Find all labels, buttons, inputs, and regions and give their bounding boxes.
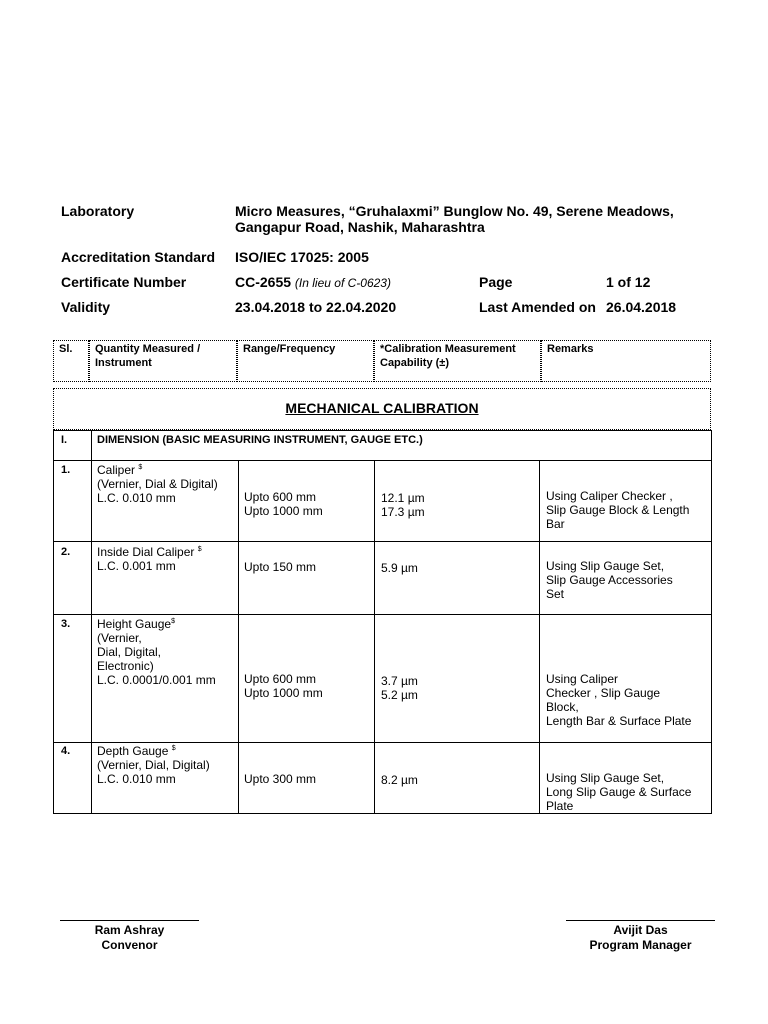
- column-divider: [238, 615, 239, 742]
- category-number: I.: [61, 434, 68, 446]
- range-value: Upto 600 mm: [244, 490, 317, 504]
- column-divider: [238, 461, 239, 541]
- row-number: 1.: [61, 464, 71, 476]
- remarks-line: Slip Gauge Block & Length: [546, 503, 690, 517]
- instrument-name: [97, 744, 176, 758]
- signature-right: [566, 923, 715, 953]
- remarks-line: Plate: [546, 799, 574, 813]
- header-cmc-line2: Capability (±): [380, 357, 449, 369]
- certificate-number: CC-2655: [235, 274, 292, 290]
- lab-label: Laboratory: [61, 203, 135, 219]
- accreditation-standard-value: ISO/IEC 17025: 2005: [235, 249, 369, 265]
- cmc-value: 5.2 µm: [381, 688, 418, 702]
- remarks-line: Using Caliper Checker ,: [546, 489, 673, 503]
- remarks-line: Using Caliper: [546, 672, 619, 686]
- remarks-line: Checker , Slip Gauge: [546, 686, 661, 700]
- range-value: Upto 1000 mm: [244, 504, 323, 518]
- certificate-number-value: [235, 274, 391, 291]
- remarks-line: Long Slip Gauge & Surface: [546, 785, 692, 799]
- instrument-detail: (Vernier, Dial, Digital): [97, 758, 210, 772]
- page-label: Page: [479, 274, 513, 290]
- last-amended-label: Last Amended on: [479, 299, 596, 315]
- instrument-least-count: L.C. 0.0001/0.001 mm: [97, 673, 216, 687]
- last-amended-value: 26.04.2018: [606, 299, 677, 315]
- validity-label: Validity: [61, 299, 111, 315]
- column-divider: [539, 743, 540, 813]
- column-divider: [91, 542, 92, 614]
- cmc-value: 5.9 µm: [381, 561, 418, 575]
- row-number: 3.: [61, 618, 71, 630]
- header-sl: Sl.: [53, 340, 89, 382]
- footnote-mark: $: [171, 618, 175, 625]
- accreditation-standard-label: Accreditation Standard: [61, 249, 216, 265]
- header-range: Range/Frequency: [237, 340, 374, 382]
- column-divider: [374, 743, 375, 813]
- cmc-value: 3.7 µm: [381, 674, 418, 688]
- signatory-name: Avijit Das: [613, 923, 668, 937]
- column-divider: [91, 461, 92, 541]
- range-value: Upto 600 mm: [244, 672, 317, 686]
- validity-value: 23.04.2018 to 22.04.2020: [235, 299, 397, 315]
- certificate-note: (In lieu of C-0623): [294, 276, 391, 290]
- instrument-name-text: Depth Gauge: [97, 744, 169, 758]
- signature-left: [60, 923, 199, 953]
- remarks-line: Bar: [546, 517, 565, 531]
- column-divider: [91, 431, 92, 460]
- instrument-name: [97, 463, 142, 477]
- signatory-title: Convenor: [101, 938, 158, 952]
- header-cmc-line1: *Calibration Measurement: [380, 343, 516, 355]
- table-row: [53, 542, 712, 615]
- header-quantity-line1: Quantity Measured /: [95, 343, 201, 355]
- instrument-name-text: Inside Dial Caliper: [97, 545, 195, 559]
- remarks-line: Block,: [546, 700, 579, 714]
- column-divider: [374, 615, 375, 742]
- signatory-name: Ram Ashray: [94, 923, 165, 937]
- remarks-line: Slip Gauge Accessories: [546, 573, 673, 587]
- signature-line-left: [60, 920, 199, 921]
- column-divider: [91, 743, 92, 813]
- instrument-least-count: L.C. 0.001 mm: [97, 559, 176, 573]
- instrument-detail: (Vernier,: [97, 631, 142, 645]
- remarks-line: Using Slip Gauge Set,: [546, 559, 665, 573]
- section-mechanical-calibration: [53, 388, 711, 430]
- remarks-line: Set: [546, 587, 565, 601]
- instrument-detail: Dial, Digital,: [97, 645, 162, 659]
- footnote-mark: $: [197, 546, 202, 553]
- column-divider: [539, 615, 540, 742]
- instrument-detail: Electronic): [97, 659, 154, 673]
- table-row: [53, 615, 712, 743]
- range-value: Upto 150 mm: [244, 560, 317, 574]
- instrument-name: [97, 617, 175, 631]
- range-value: Upto 300 mm: [244, 772, 317, 786]
- footnote-mark: $: [138, 464, 143, 471]
- column-divider: [374, 461, 375, 541]
- signature-line-right: [566, 920, 715, 921]
- lab-address-line2: Gangapur Road, Nashik, Maharashtra: [235, 219, 485, 235]
- category-title: DIMENSION (BASIC MEASURING INSTRUMENT, GAUGE ETC.): [97, 434, 423, 446]
- category-row: [53, 430, 712, 461]
- section-title: MECHANICAL CALIBRATION: [285, 400, 479, 416]
- table-row: [53, 461, 712, 542]
- signatory-title: Program Manager: [589, 938, 692, 952]
- instrument-least-count: L.C. 0.010 mm: [97, 491, 176, 505]
- column-divider: [91, 615, 92, 742]
- instrument-least-count: L.C. 0.010 mm: [97, 772, 176, 786]
- cmc-value: 12.1 µm: [381, 491, 425, 505]
- row-number: 2.: [61, 546, 71, 558]
- instrument-detail: (Vernier, Dial & Digital): [97, 477, 218, 491]
- lab-address-line1: Micro Measures, “Gruhalaxmi” Bunglow No. 49, Serene Meadows,: [235, 203, 674, 219]
- remarks-line: Using Slip Gauge Set,: [546, 771, 665, 785]
- certificate-number-label: Certificate Number: [61, 274, 187, 290]
- column-divider: [238, 743, 239, 813]
- column-divider: [374, 542, 375, 614]
- page-value: 1 of 12: [606, 274, 651, 290]
- cmc-value: 8.2 µm: [381, 773, 418, 787]
- header-remarks: Remarks: [541, 340, 711, 382]
- instrument-name: [97, 545, 202, 559]
- header-quantity-line2: Instrument: [95, 357, 152, 369]
- header-quantity: [89, 340, 237, 382]
- column-divider: [539, 461, 540, 541]
- table-header: [53, 340, 711, 382]
- column-divider: [238, 542, 239, 614]
- instrument-name-text: Height Gauge: [97, 617, 172, 631]
- header-cmc: [374, 340, 541, 382]
- instrument-name-text: Caliper: [97, 463, 136, 477]
- table-row: [53, 743, 712, 814]
- remarks-line: Length Bar & Surface Plate: [546, 714, 692, 728]
- cmc-value: 17.3 µm: [381, 505, 425, 519]
- column-divider: [539, 542, 540, 614]
- row-number: 4.: [61, 745, 71, 757]
- range-value: Upto 1000 mm: [244, 686, 323, 700]
- footnote-mark: $: [171, 745, 176, 752]
